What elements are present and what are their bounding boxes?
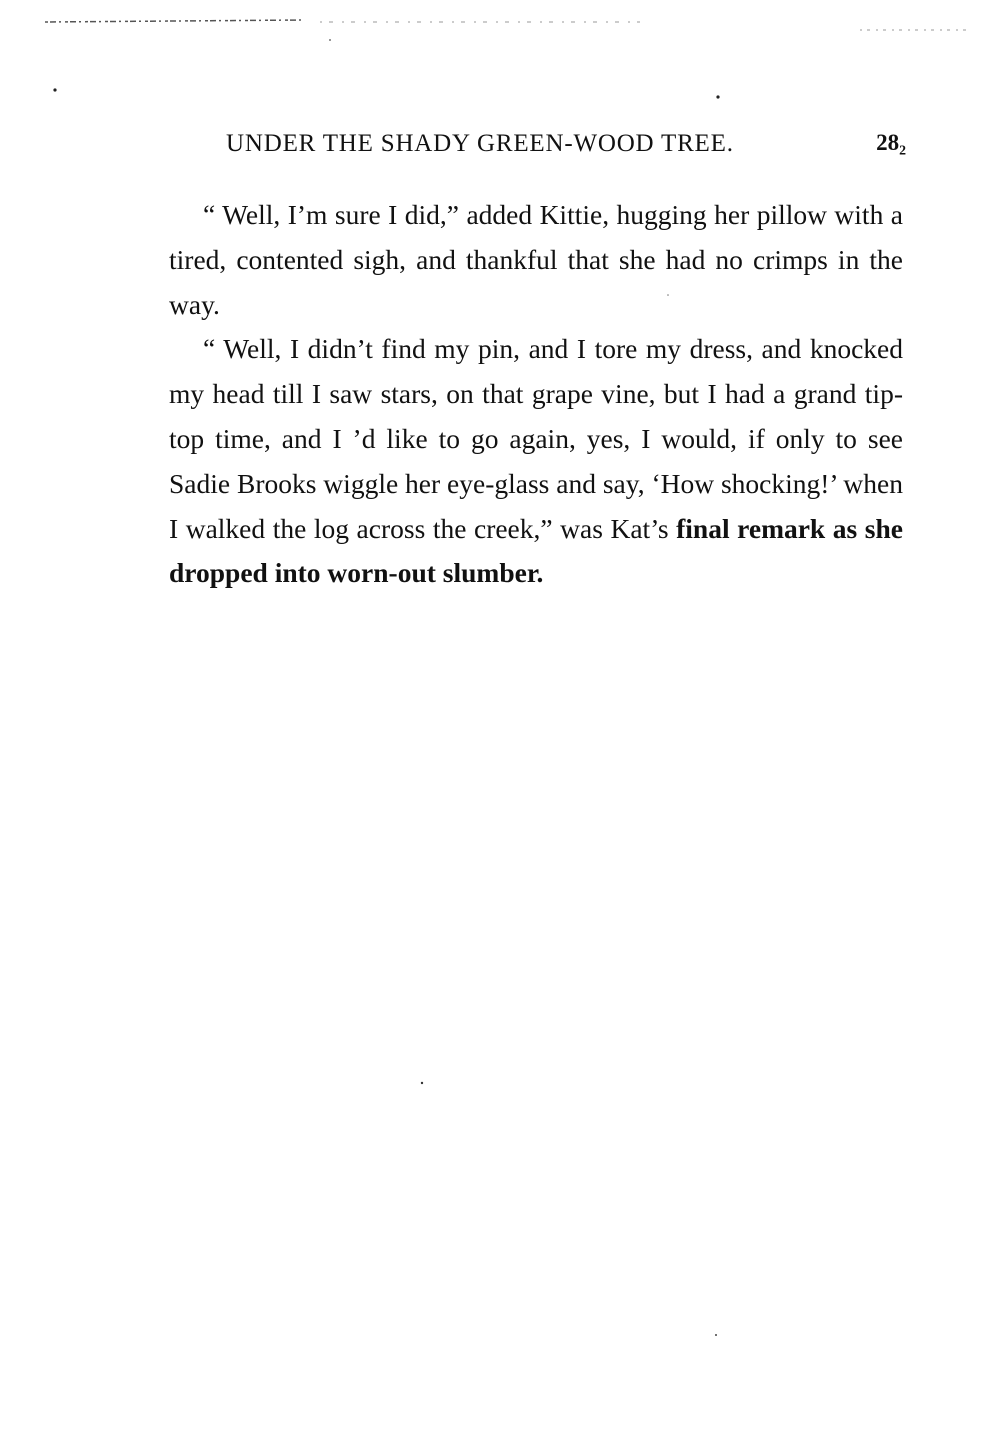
- running-head: [226, 130, 906, 164]
- body-text: [169, 193, 903, 596]
- paragraph-1: “ Well, I’m sure I did,” added Kittie, hugging her pillow with a tired, contented sigh, and thankful that she had no crimps in the way.: [169, 199, 903, 320]
- paragraph-2: [169, 327, 903, 596]
- paragraph-2-text: “ Well, I didn’t find my pin, and I tore my dress, and knocked my head till I saw stars, on that grape vine, but I had a grand tip-top time, and I ’d like to go again, yes, I would, if only to see Sadie Brooks wiggle her eye-glass and say, ‘How shocking!’ when I walked the log across the creek,” was Kat’s: [169, 333, 903, 544]
- page-number: 28₂: [876, 130, 906, 155]
- running-head-title: UNDER THE SHADY GREEN-WOOD TREE.: [226, 130, 734, 157]
- paragraph-2-bold-ending: final remark as she dropped into worn-out slumber.: [169, 512, 904, 589]
